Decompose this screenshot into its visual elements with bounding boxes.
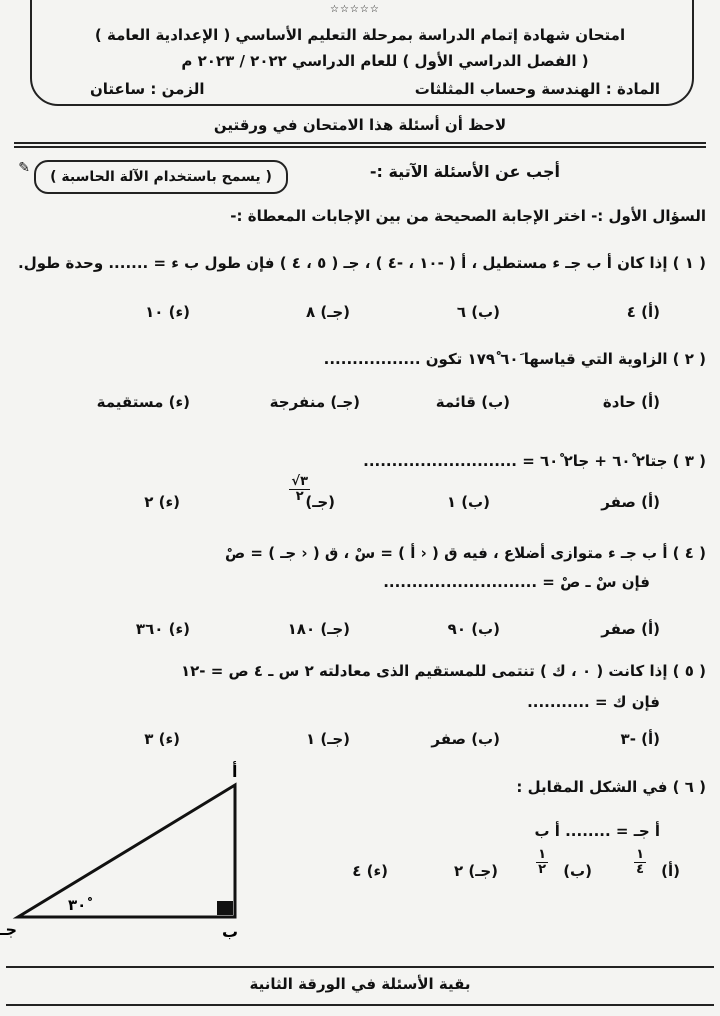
q4-text-2: فإن سْ ـ صْ = ........................... (383, 573, 650, 591)
instruction-text: أجب عن الأسئلة الآتية :- (369, 162, 560, 181)
q3-option-c-fraction (289, 475, 310, 504)
vertex-c-label: جـ (0, 920, 17, 939)
q1-option-c[interactable]: (جـ) ٨ (305, 303, 350, 321)
q6-option-c[interactable]: (جـ) ٢ (453, 862, 498, 880)
right-triangle-figure (0, 755, 260, 945)
q3-option-c[interactable]: (جـ) (305, 493, 335, 511)
bottom-divider-2 (6, 1004, 714, 1006)
q4-text: ( ٤ ) أ ب جـ ء متوازى أضلاع ، فيه ق ( ‹ أ ) = سْ ، ق ( ‹ جـ ) = صْ (225, 544, 706, 562)
triangle-shape (18, 785, 235, 917)
q6-option-a[interactable]: (أ) (661, 862, 680, 880)
q4-option-a[interactable]: (أ) صفر (601, 620, 660, 638)
vertex-b-label: ب (222, 922, 239, 941)
q3-frac-den: ٢ (295, 489, 304, 504)
q2-option-a[interactable]: (أ) حادة (602, 393, 660, 411)
q6-option-b[interactable]: (ب) (563, 862, 592, 880)
q4-option-c[interactable]: (جـ) ١٨٠ (287, 620, 350, 638)
question1-title: السؤال الأول :- اختر الإجابة الصحيحة من بين الإجابات المعطاة :- (230, 207, 706, 225)
q1-option-b[interactable]: (ب) ٦ (456, 303, 500, 321)
q3-text: ( ٣ ) جتا٢ ٦٠ْ + جا٢ ٦٠ْ = ........................... (363, 452, 706, 470)
q5-text: ( ٥ ) إذا كانت ( ٠ ، ك ) تنتمى للمستقيم الذى معادلته ٢ س ـ ٤ ص = -١٢ (180, 662, 706, 680)
q1-text: ( ١ ) إذا كان أ ب جـ ء مستطيل ، أ ( -١٠ ، -٤ ) ، جـ ( ٥ ، ٤ ) فإن طول ب ء = ....... وحدة طول. (18, 254, 706, 272)
q2-option-d[interactable]: (ء) مستقيمة (96, 393, 190, 411)
right-angle-mark (217, 901, 233, 915)
q6-frac-b-num: ١ (538, 847, 546, 862)
q6-option-b-fraction (536, 848, 548, 877)
q3-option-b[interactable]: (ب) ١ (446, 493, 490, 511)
header-stars: ☆☆☆☆☆ (330, 4, 380, 15)
q2-text: ( ٢ ) الزاوية التي قياسها ٦٠َ ١٧٩ْ تكون ................. (323, 350, 706, 368)
exam-term: ( الفصل الدراسي الأول ) للعام الدراسي ٢٠٢٢ / ٢٠٢٣ م (181, 52, 589, 70)
q4-option-d[interactable]: (ء) ٣٦٠ (135, 620, 190, 638)
q5-option-a[interactable]: (أ) -٣ (620, 730, 660, 748)
q6-text-2: أ جـ = ........ أ ب (534, 822, 660, 840)
footer-note: بقية الأسئلة في الورقة الثانية (249, 975, 471, 993)
q5-option-d[interactable]: (ء) ٣ (144, 730, 180, 748)
notice-text: لاحظ أن أسئلة هذا الامتحان في ورقتين (213, 116, 507, 134)
exam-time: الزمن : ساعتان (90, 80, 205, 98)
q6-option-a-fraction (634, 848, 646, 877)
bottom-divider (6, 966, 714, 968)
q6-text: ( ٦ ) في الشكل المقابل : (516, 778, 706, 796)
q1-option-d[interactable]: (ء) ١٠ (145, 303, 190, 321)
q5-option-c[interactable]: (جـ) ١ (305, 730, 350, 748)
q3-option-d[interactable]: (ء) ٢ (144, 493, 180, 511)
vertex-a-label: أ (232, 762, 238, 781)
q2-option-c[interactable]: (جـ) منفرجة (269, 393, 360, 411)
q6-frac-a-den: ٤ (636, 862, 644, 877)
angle-30-label: ٣٠ْ (68, 896, 87, 914)
q3-frac-num: √٣ (291, 474, 308, 489)
calculator-note: ( يسمح باستخدام الآلة الحاسبة ) (34, 160, 288, 194)
q5-text-2: فإن ك = ........... (527, 693, 660, 711)
exam-subject: المادة : الهندسة وحساب المثلثات (414, 80, 660, 98)
q2-option-b[interactable]: (ب) قائمة (435, 393, 510, 411)
q5-option-b[interactable]: (ب) صفر (431, 730, 500, 748)
top-divider-2 (14, 146, 706, 148)
pen-mark-icon: ✎ (18, 160, 30, 176)
q6-frac-b-den: ٢ (538, 862, 546, 877)
q6-frac-a-num: ١ (636, 847, 644, 862)
q1-option-a[interactable]: (أ) ٤ (626, 303, 660, 321)
top-divider (14, 142, 706, 144)
q3-option-a[interactable]: (أ) صفر (601, 493, 660, 511)
exam-title: امتحان شهادة إتمام الدراسة بمرحلة التعليم الأساسي ( الإعدادية العامة ) (94, 26, 626, 44)
q6-option-d[interactable]: (ء) ٤ (352, 862, 388, 880)
q4-option-b[interactable]: (ب) ٩٠ (447, 620, 500, 638)
